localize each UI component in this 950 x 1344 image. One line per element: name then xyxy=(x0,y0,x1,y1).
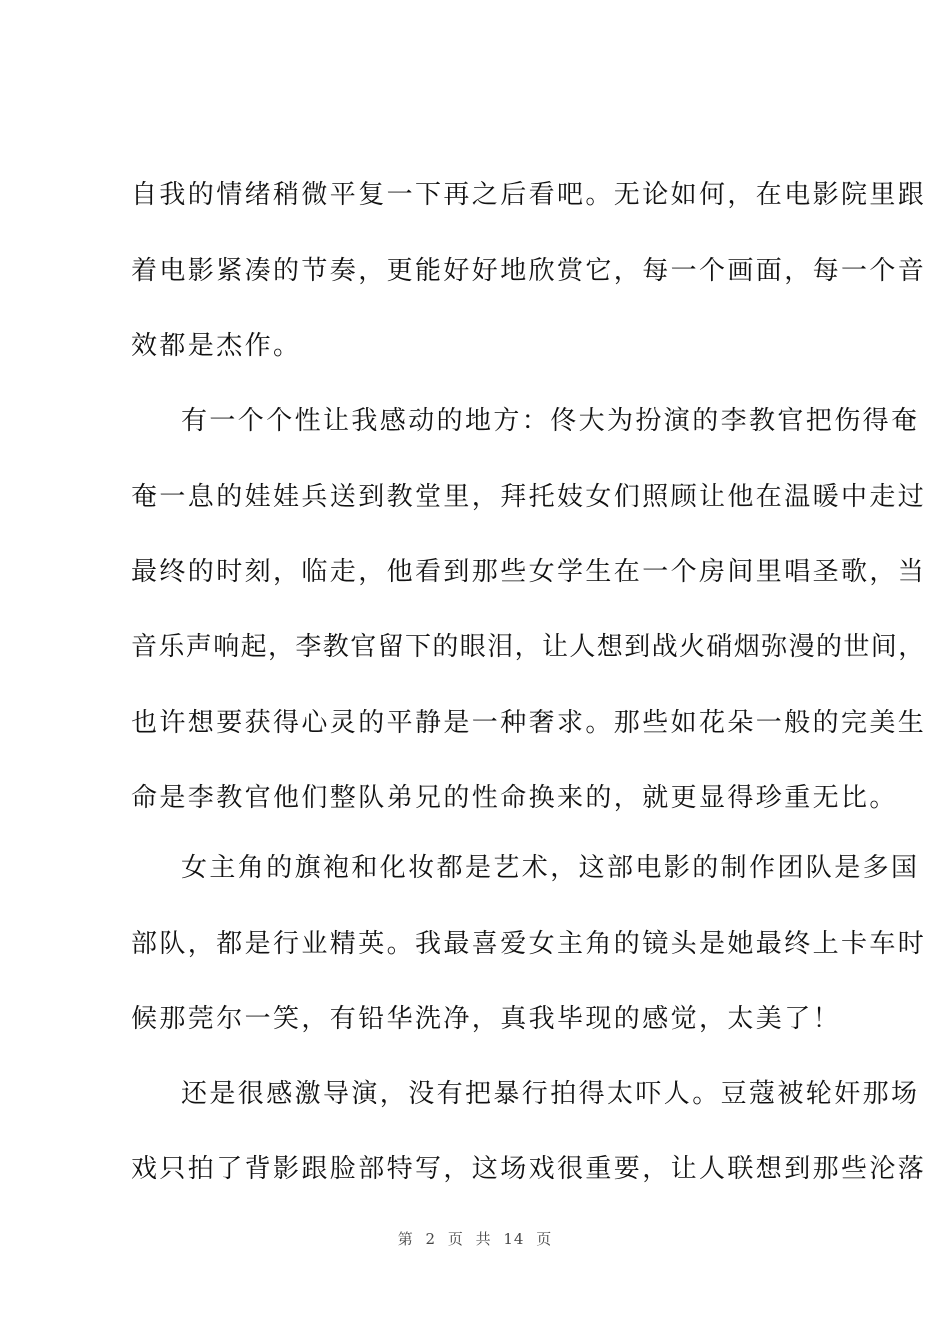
text-line: 戏只拍了背影跟脸部特写，这场戏很重要，让人联想到那些沦落 xyxy=(131,1154,927,1184)
text-line: 音乐声响起，李教官留下的眼泪，让人想到战火硝烟弥漫的世间， xyxy=(131,632,926,662)
text-line: 效都是杰作。 xyxy=(131,331,302,361)
paragraph-first-line: 还是很感激导演，没有把暴行拍得太吓人。豆蔻被轮奸那场 xyxy=(181,1079,920,1109)
text-line: 着电影紧凑的节奏，更能好好地欣赏它，每一个画面，每一个音 xyxy=(131,256,927,286)
text-line: 命是李教官他们整队弟兄的性命换来的，就更显得珍重无比。 xyxy=(131,783,898,813)
page-number-footer: 第 2 页 共 14 页 xyxy=(397,1230,553,1248)
text-line: 自我的情绪稍微平复一下再之后看吧。无论如何，在电影院里跟 xyxy=(131,180,927,210)
text-line: 候那莞尔一笑，有铅华洗净，真我毕现的感觉，太美了！ xyxy=(131,1004,842,1034)
paragraph-first-line: 有一个个性让我感动的地方：佟大为扮演的李教官把伤得奄 xyxy=(181,406,920,436)
text-line: 奄一息的娃娃兵送到教堂里，拜托妓女们照顾让他在温暖中走过 xyxy=(131,482,927,512)
text-line: 部队，都是行业精英。我最喜爱女主角的镜头是她最终上卡车时 xyxy=(131,929,927,959)
paragraph-first-line: 女主角的旗袍和化妆都是艺术，这部电影的制作团队是多国 xyxy=(181,853,920,883)
text-line: 最终的时刻，临走，他看到那些女学生在一个房间里唱圣歌，当 xyxy=(131,557,927,587)
text-line: 也许想要获得心灵的平静是一种奢求。那些如花朵一般的完美生 xyxy=(131,708,927,738)
